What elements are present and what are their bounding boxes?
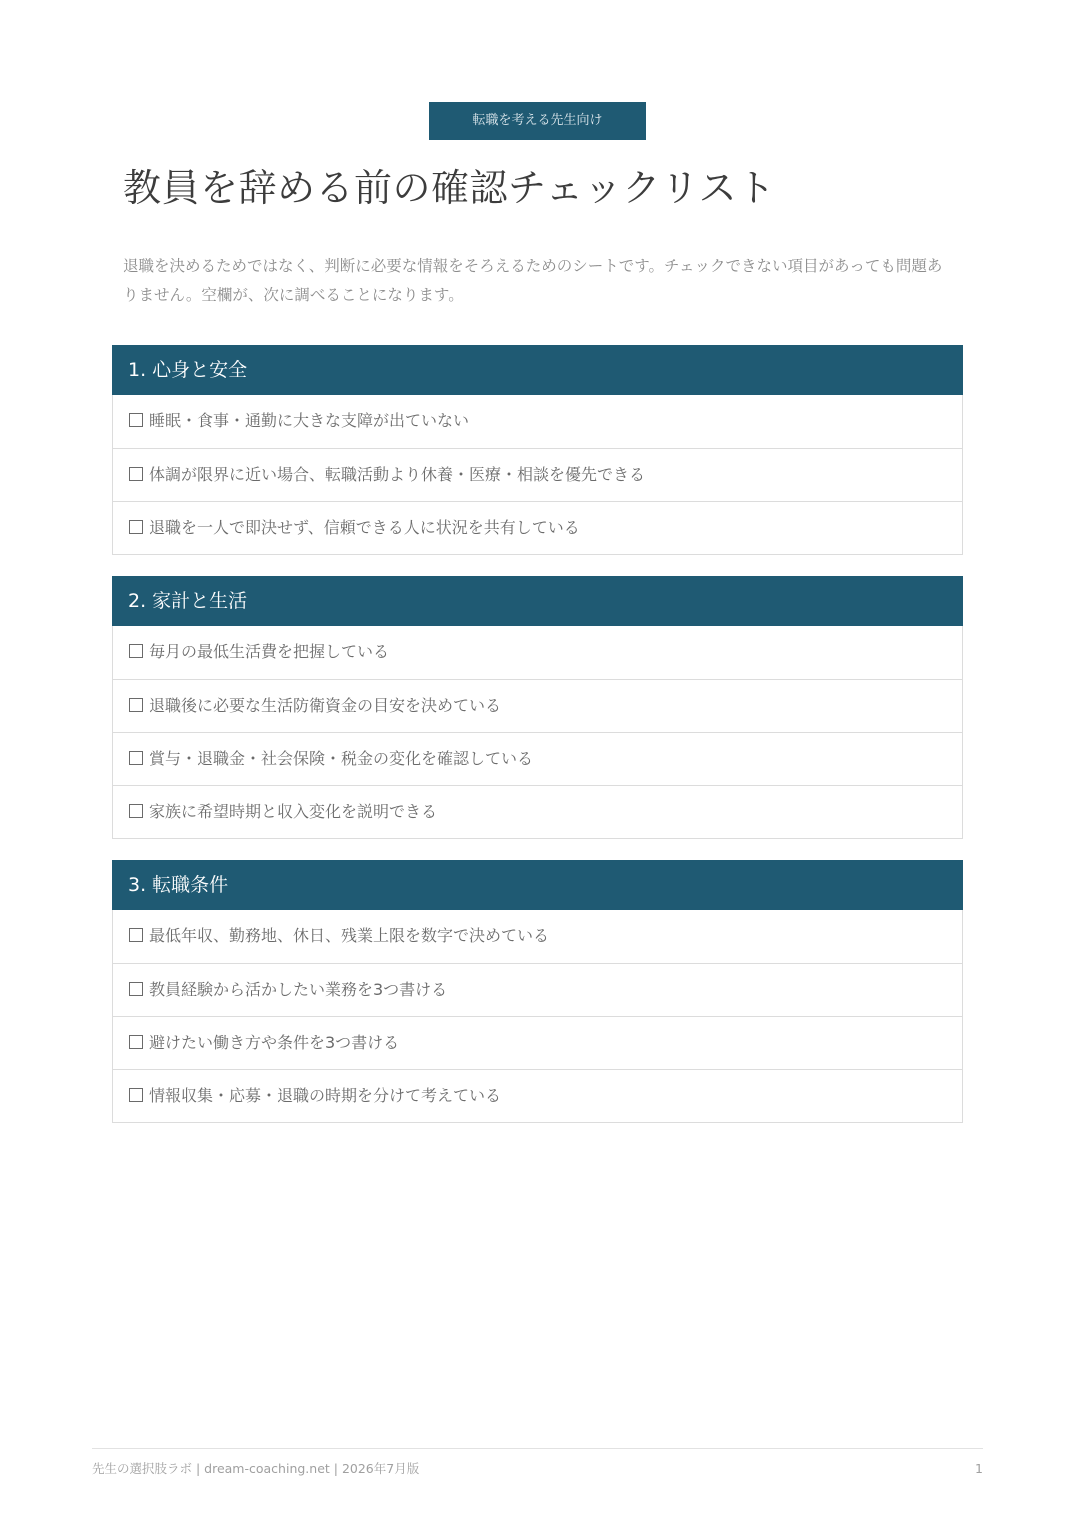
checklist-item-label: 退職後に必要な生活防衛資金の目安を決めている [149,696,502,715]
checklist-item-label: 睡眠・食事・通勤に大きな支障が出ていない [149,411,470,430]
checklist-item[interactable] [113,785,962,838]
checkbox[interactable] [129,520,143,534]
checklist [112,910,963,1123]
checklist-item[interactable] [113,910,962,963]
page-number: 1 [975,1461,983,1476]
checklist-item-label: 賞与・退職金・社会保険・税金の変化を確認している [149,749,534,768]
checklist-item-label: 教員経験から活かしたい業務を3つ書ける [149,980,448,999]
section-mind-body [112,345,963,555]
footer-text: 先生の選択肢ラボ | dream-coaching.net | 2026年7月版 [92,1461,420,1476]
section-heading: 3. 転職条件 [112,860,963,910]
checkbox[interactable] [129,804,143,818]
audience-badge: 転職を考える先生向け [429,102,646,140]
checkbox[interactable] [129,1035,143,1049]
checklist-item-label: 情報収集・応募・退職の時期を分けて考えている [149,1086,502,1105]
checklist-item-label: 最低年収、勤務地、休日、残業上限を数字で決めている [149,926,550,945]
checklist-item-label: 退職を一人で即決せず、信頼できる人に状況を共有している [149,518,580,537]
checklist-item[interactable] [113,1069,962,1122]
checklist-item[interactable] [113,732,962,785]
checklist-item-label: 体調が限界に近い場合、転職活動より休養・医療・相談を優先できる [149,465,646,484]
checkbox[interactable] [129,1088,143,1102]
section-job-conditions [112,860,963,1123]
checkbox[interactable] [129,982,143,996]
checklist-item[interactable] [113,395,962,448]
page-title: 教員を辞める前の確認チェックリスト [123,166,776,210]
checklist-item[interactable] [113,448,962,501]
checklist-item[interactable] [113,626,962,679]
checklist [112,626,963,839]
intro-text: 退職を決めるためではなく、判断に必要な情報をそろえるためのシートです。チェックできない項目があっても問題ありません。空欄が、次に調べることになります。 [123,257,943,304]
checklist-item-label: 毎月の最低生活費を把握している [149,642,390,661]
section-heading: 1. 心身と安全 [112,345,963,395]
checkbox[interactable] [129,751,143,765]
checklist-item-label: 避けたい働き方や条件を3つ書ける [149,1033,400,1052]
checkbox[interactable] [129,467,143,481]
section-household [112,576,963,839]
checkbox[interactable] [129,928,143,942]
checklist-item[interactable] [113,1016,962,1069]
checkbox[interactable] [129,698,143,712]
footer-divider [92,1448,983,1449]
checklist-item-label: 家族に希望時期と収入変化を説明できる [149,802,438,821]
checkbox[interactable] [129,413,143,427]
checkbox[interactable] [129,644,143,658]
checklist-item[interactable] [113,501,962,554]
section-heading: 2. 家計と生活 [112,576,963,626]
checklist-item[interactable] [113,679,962,732]
checklist [112,395,963,555]
checklist-item[interactable] [113,963,962,1016]
